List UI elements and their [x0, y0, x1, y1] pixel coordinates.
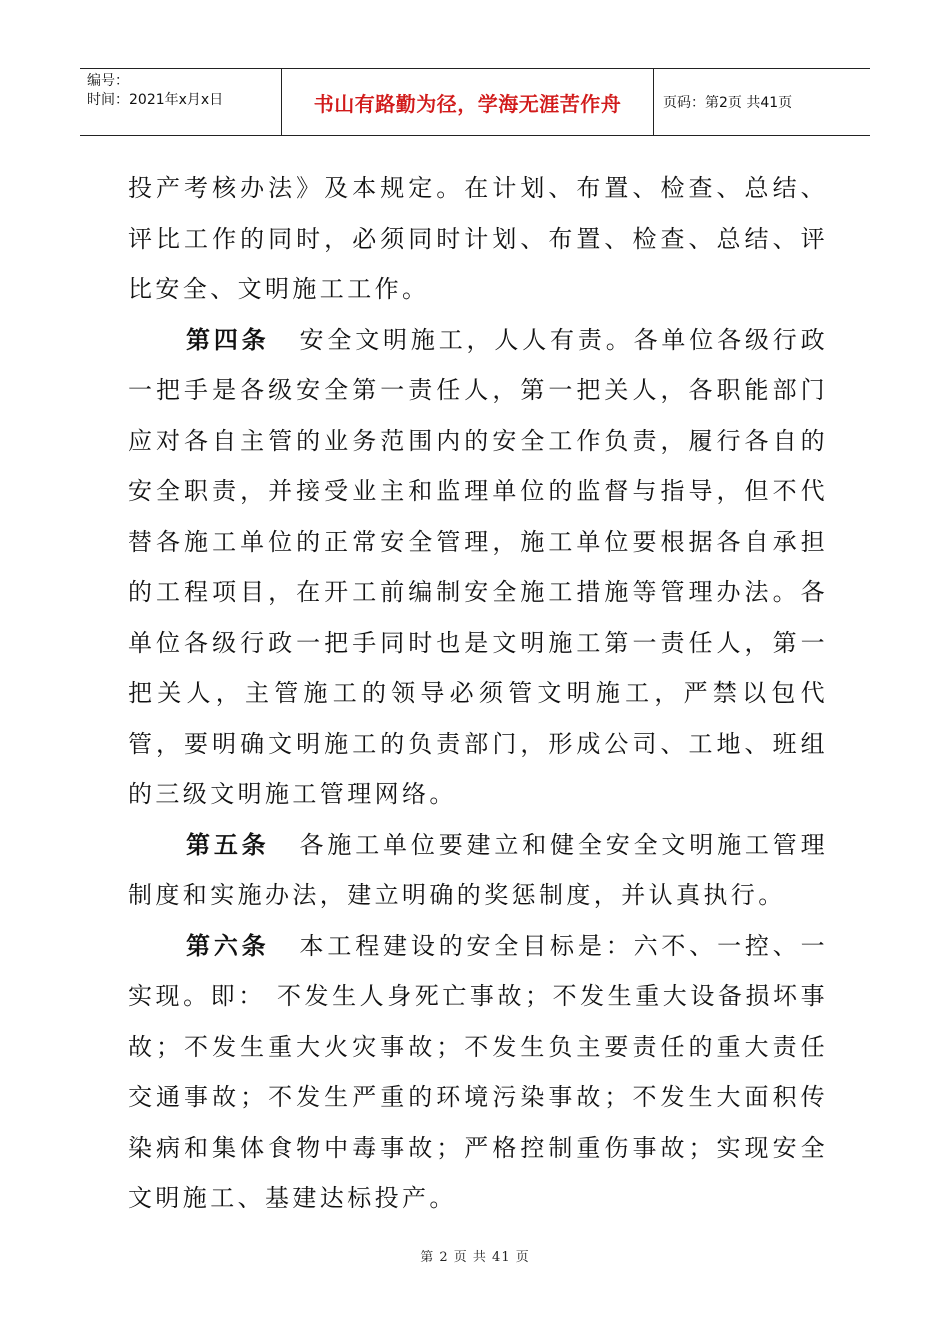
article-4-number: 第四条	[186, 324, 270, 354]
document-number-label: 编号：	[87, 73, 129, 89]
document-time-label: 时间：2021年x月x日	[87, 92, 224, 108]
article-6-number: 第六条	[186, 930, 270, 960]
article-5-text: 各施工单位要建立和健全安全文明施工管理制度和实施办法，建立明确的奖惩制度，并认真执行。	[128, 830, 828, 909]
article-4-paragraph	[128, 315, 828, 820]
article-5-paragraph	[128, 820, 828, 921]
article-6-paragraph	[128, 921, 828, 1224]
page-footer: 第 2 页 共 41 页	[420, 1250, 530, 1265]
article-4-text: 安全文明施工，人人有责。各单位各级行政一把手是各级安全第一责任人，第一把关人，各职能部门应对各自主管的业务范围内的安全工作负责，履行各自的安全职责，并接受业主和监理单位的监督与指导，但不代替各施工单位的正常安全管理，施工单位要根据各自承担的工程项目，在开工前编制安全施工措施等管理办法。各单位各级行政一把手同时也是文明施工第一责任人，第一把关人，主管施工的领导必须管文明施工，严禁以包代管，要明确文明施工的负责部门，形成公司、工地、班组的三级文明施工管理网络。	[128, 325, 828, 808]
article-5-number: 第五条	[186, 829, 270, 859]
header-page-info: 页码：第2页 共41页	[663, 95, 793, 111]
paragraph-text: 投产考核办法》及本规定。在计划、布置、检查、总结、评比工作的同时，必须同时计划、布置、检查、总结、评比安全、文明施工工作。	[128, 174, 828, 303]
header-motto: 书山有路勤为径，学海无涯苦作舟	[282, 69, 654, 135]
header-meta	[80, 69, 282, 135]
article-6-text: 本工程建设的安全目标是：六不、一控、一实现。即： 不发生人身死亡事故；不发生重大设备损坏事故；不发生重大火灾事故；不发生负主要责任的重大责任交通事故；不发生严重的环境污染事故；不发生大面积传染病和集体食物中毒事故；严格控制重伤事故；实现安全文明施工、基建达标投产。	[128, 931, 828, 1212]
document-body	[128, 163, 828, 1224]
page-header	[80, 68, 870, 136]
paragraph-continuation	[128, 163, 828, 315]
